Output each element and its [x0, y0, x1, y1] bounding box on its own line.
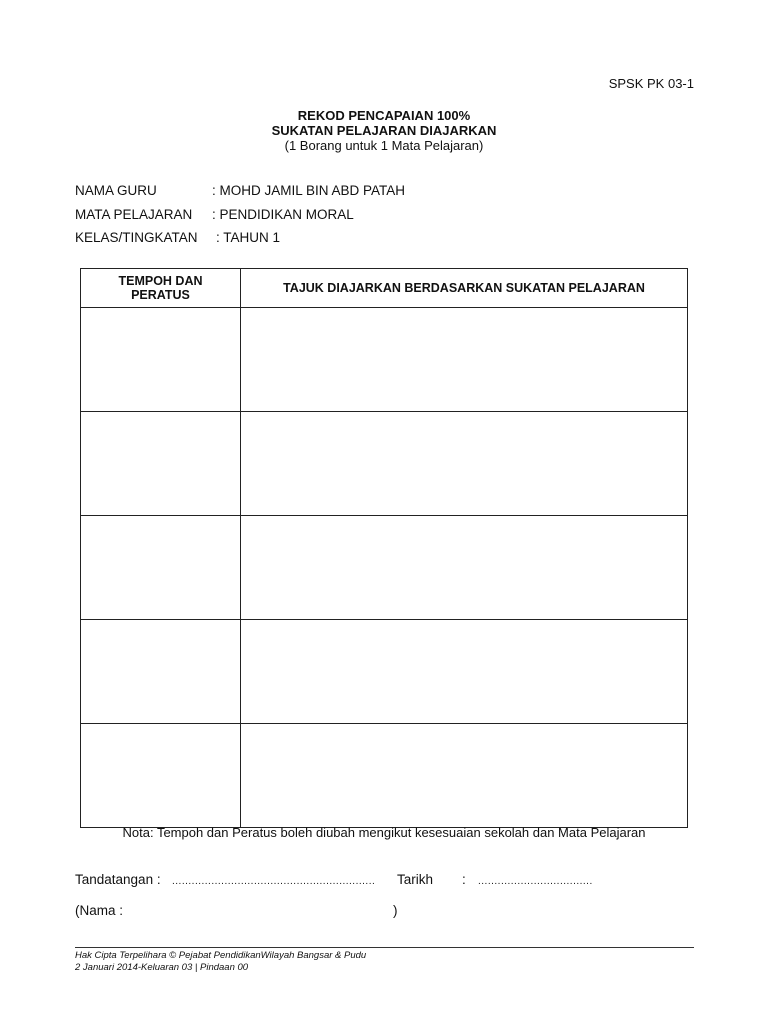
tarikh-field[interactable]: ...................................: [478, 876, 593, 887]
column-header-tempoh-line1: TEMPOH DAN: [118, 274, 203, 288]
column-header-tempoh-line2: PERATUS: [131, 288, 190, 302]
mata-pelajaran-label: MATA PELAJARAN: [75, 207, 193, 222]
tajuk-cell[interactable]: [241, 308, 688, 412]
nota-text: Nota: Tempoh dan Peratus boleh diubah mengikut kesesuaian sekolah dan Mata Pelajaran: [122, 825, 646, 840]
tempoh-cell[interactable]: [81, 516, 241, 620]
tajuk-cell[interactable]: [241, 412, 688, 516]
tempoh-cell[interactable]: [81, 620, 241, 724]
footer-edition: 2 Januari 2014-Keluaran 03 | Pindaan 00: [75, 962, 249, 973]
table-row: [81, 308, 688, 412]
tarikh-label: Tarikh: [397, 872, 434, 887]
kelas-tingkatan-label: KELAS/TINGKATAN: [75, 230, 198, 245]
tajuk-cell[interactable]: [241, 516, 688, 620]
nama-close-paren: ): [393, 903, 398, 918]
tempoh-cell[interactable]: [81, 724, 241, 828]
table-row: [81, 412, 688, 516]
footer-divider: [75, 947, 694, 948]
document-note-title: (1 Borang untuk 1 Mata Pelajaran): [284, 138, 484, 153]
tajuk-cell[interactable]: [241, 724, 688, 828]
tandatangan-field[interactable]: ..............................................................: [172, 876, 376, 887]
tarikh-colon: :: [462, 872, 466, 887]
column-header-tajuk: TAJUK DIAJARKAN BERDASARKAN SUKATAN PELAJARAN: [241, 269, 688, 308]
table-row: [81, 724, 688, 828]
nama-guru-label: NAMA GURU: [75, 183, 157, 198]
document-subtitle: SUKATAN PELAJARAN DIAJARKAN: [271, 123, 497, 138]
tajuk-cell[interactable]: [241, 620, 688, 724]
kelas-tingkatan-value: : TAHUN 1: [216, 230, 281, 245]
column-header-tempoh: [81, 269, 241, 308]
table-row: [81, 516, 688, 620]
mata-pelajaran-value: : PENDIDIKAN MORAL: [212, 207, 354, 222]
tempoh-cell[interactable]: [81, 308, 241, 412]
record-table: [80, 268, 688, 828]
footer-copyright: Hak Cipta Terpelihara © Pejabat PendidikanWilayah Bangsar & Pudu: [75, 950, 367, 961]
table-row: [81, 620, 688, 724]
nama-guru-value: : MOHD JAMIL BIN ABD PATAH: [212, 183, 406, 198]
tempoh-cell[interactable]: [81, 412, 241, 516]
nama-label: (Nama :: [75, 903, 124, 918]
tandatangan-label: Tandatangan :: [75, 872, 161, 887]
table-header-row: [81, 269, 688, 308]
document-code: SPSK PK 03-1: [608, 76, 694, 91]
document-title: REKOD PENCAPAIAN 100%: [297, 108, 471, 123]
